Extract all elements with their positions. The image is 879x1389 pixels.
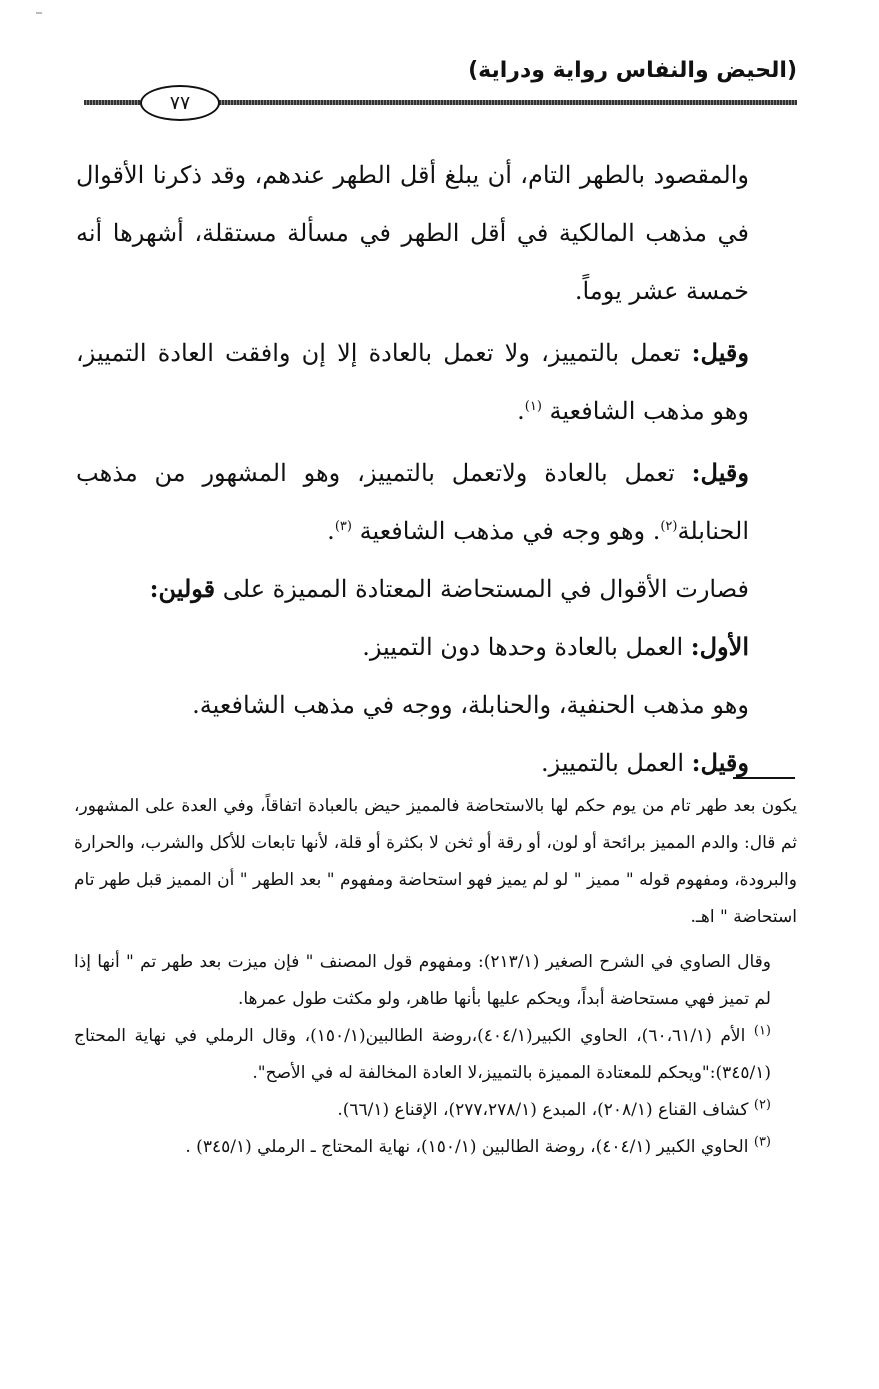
paragraph-2 bbox=[76, 324, 797, 440]
paragraph-7 bbox=[76, 734, 797, 792]
footnote-ref-3: (٣) bbox=[334, 519, 352, 534]
page-number: ٧٧ bbox=[140, 85, 220, 121]
paragraph-1: والمقصود بالطهر التام، أن يبلغ أقل الطهر عندهم، وقد ذكرنا الأقوال في مذهب المالكية في أقل الطهر في مسألة مستقلة، أشهرها أنه خمسة عشر يوماً. bbox=[76, 161, 749, 305]
footnote-2-text: كشاف القناع (٢٠٨/١)، المبدع (٢٧٧،٢٧٨/١)، الإقناع (٦٦/١). bbox=[337, 1100, 754, 1120]
paragraph-4-text: فصارت الأقوال في المستحاضة المعتادة المميزة على bbox=[215, 575, 749, 603]
main-text bbox=[76, 146, 797, 792]
footnote-3 bbox=[74, 1129, 797, 1166]
paragraph-2-end: . bbox=[517, 397, 525, 425]
paragraph-5 bbox=[76, 618, 797, 676]
footnote-continuation-1: يكون بعد طهر تام من يوم حكم لها بالاستحاضة فالمميز حيض بالعبادة اتفاقاً، وفي العدة على المشهور، ثم قال: والدم المميز برائحة أو لون، أو رقة أو ثخن لا بكثرة أو قلة، لأنها تابعات للأكل والشرب، والحرارة والبرودة، ومفهوم قوله " مميز " لو لم يميز فهو استحاضة ومفهوم " بعد الطهر " أن المميز قبل طهر تام استحاضة " اهـ. bbox=[74, 796, 797, 927]
footnote-separator bbox=[733, 777, 795, 779]
paragraph-3-mid: . وهو وجه في مذهب الشافعية bbox=[359, 517, 661, 545]
footnote-2-marker: (٢) bbox=[753, 1097, 771, 1113]
paragraph-6: وهو مذهب الحنفية، والحنابلة، ووجه في مذهب الشافعية. bbox=[192, 691, 749, 719]
footnote-3-text: الحاوي الكبير (٤٠٤/١)، روضة الطالبين (١٥٠/١)، نهاية المحتاج ـ الرملي (٣٤٥/١) . bbox=[185, 1137, 754, 1157]
paragraph-3-lead: وقيل: bbox=[691, 458, 749, 487]
paragraph-3-end: . bbox=[327, 517, 335, 545]
footnote-1-marker: (١) bbox=[753, 1023, 771, 1039]
footnote-3-marker: (٣) bbox=[753, 1134, 771, 1150]
footnote-ref-2: (٢) bbox=[660, 519, 678, 534]
footnote-ref-1: (١) bbox=[524, 399, 542, 414]
footnote-1-text: الأم (٦٠،٦١/١)، الحاوي الكبير(٤٠٤/١)،روضة الطالبين(١٥٠/١)، وقال الرملي في نهاية المحتاج (٣٤٥/١):"ويحكم للمعتادة المميزة بالتمييز،لا العادة المخالفة له في الأصح". bbox=[74, 1026, 771, 1083]
running-header-title: (الحيض والنفاس رواية ودراية) bbox=[468, 58, 797, 83]
paragraph-3-text: تعمل بالعادة ولاتعمل بالتمييز، وهو المشهور من مذهب الحنابلة bbox=[76, 459, 749, 545]
footnote-2 bbox=[74, 1092, 797, 1129]
paragraph-5-lead: الأول: bbox=[690, 632, 749, 661]
paragraph-4-bold: قولين: bbox=[149, 574, 216, 603]
paragraph-4 bbox=[76, 560, 797, 618]
paragraph-7-lead: وقيل: bbox=[691, 748, 749, 777]
paragraph-2-text: تعمل بالتمييز، ولا تعمل بالعادة إلا إن وافقت العادة التمييز، وهو مذهب الشافعية bbox=[76, 339, 749, 425]
paragraph-5-text: العمل بالعادة وحدها دون التمييز. bbox=[362, 633, 691, 661]
paragraph-7-text: العمل بالتمييز. bbox=[541, 749, 692, 777]
footnote-1 bbox=[74, 1018, 797, 1092]
scan-mark bbox=[36, 12, 42, 14]
footnotes bbox=[74, 788, 797, 1166]
footnote-continuation-2: وقال الصاوي في الشرح الصغير (٢١٣/١): ومفهوم قول المصنف " فإن ميزت بعد طهر تم " أنها إذا لم تميز فهي مستحاضة أبداً، ويحكم عليها بأنها طاهر، ولو مكثت طول عمرها. bbox=[74, 952, 771, 1009]
paragraph-2-lead: وقيل: bbox=[691, 338, 749, 367]
paragraph-3 bbox=[76, 444, 797, 560]
